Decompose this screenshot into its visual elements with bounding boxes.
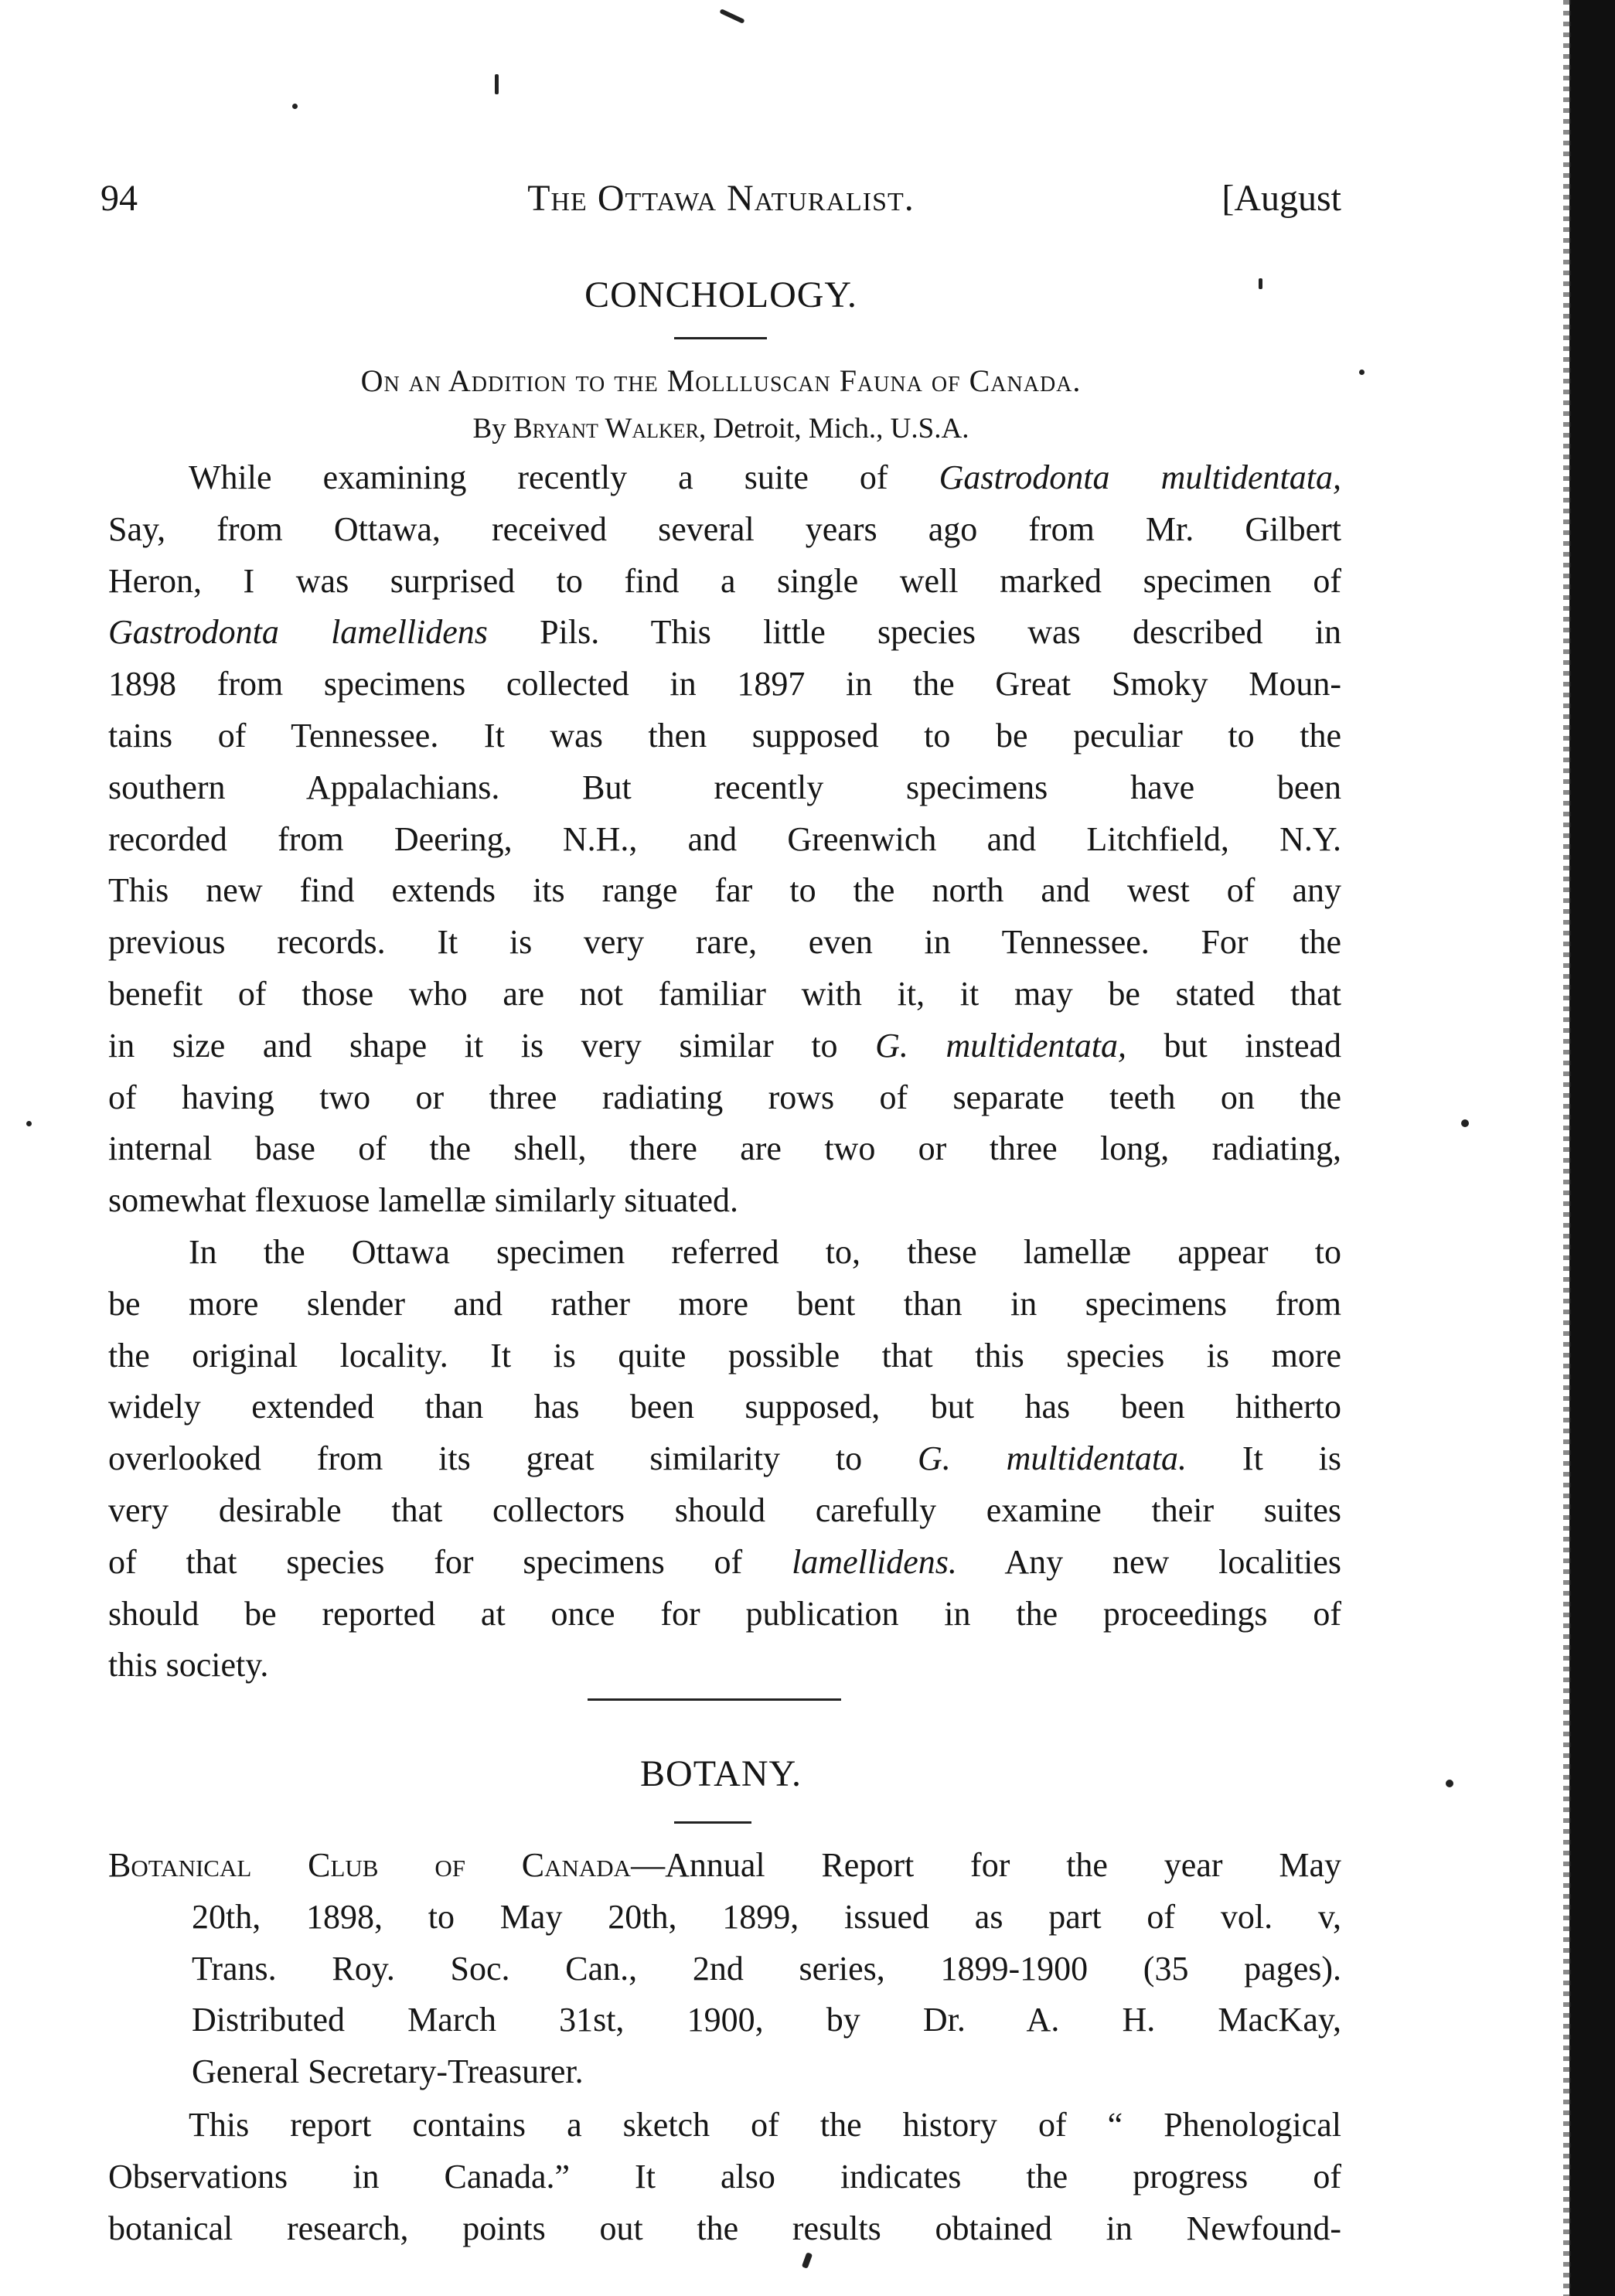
botany-paragraph bbox=[108, 2100, 1341, 2254]
text-line: Distributed March 31st, 1900, by Dr. A. H. MacKay, bbox=[192, 2001, 1341, 2039]
text-line: 1898 from specimens collected in 1897 in the Great Smoky Moun- bbox=[108, 665, 1341, 703]
text-line: General Secretary-Treasurer. bbox=[192, 2052, 584, 2091]
issue-month: [August bbox=[1221, 178, 1341, 219]
dust-speck bbox=[1359, 370, 1365, 375]
text-line: Gastrodonta lamellidens Pils. This little species was described in bbox=[108, 613, 1341, 652]
text-line: of having two or three radiating rows of separate teeth on the bbox=[108, 1078, 1341, 1116]
scan-edge-shadow bbox=[1569, 0, 1615, 2296]
heading-rule bbox=[674, 337, 767, 339]
text-line: botanical research, points out the results obtained in Newfound- bbox=[108, 2209, 1341, 2247]
text-line: recorded from Deering, N.H., and Greenwich and Litchfield, N.Y. bbox=[108, 819, 1341, 858]
page-number: 94 bbox=[101, 178, 138, 219]
dust-speck bbox=[1446, 1780, 1453, 1787]
text-line: benefit of those who are not familiar with it, it may be stated that bbox=[108, 974, 1341, 1013]
scan-edge-fray bbox=[1563, 0, 1571, 2296]
byline-author: Bryant Walker, bbox=[513, 413, 707, 445]
section-heading-conchology: CONCHOLOGY. bbox=[584, 274, 857, 315]
dust-speck bbox=[292, 104, 298, 109]
dust-speck bbox=[802, 2252, 813, 2269]
dust-speck bbox=[1461, 1119, 1469, 1127]
text-line: previous records. It is very rare, even in Tennessee. For the bbox=[108, 923, 1341, 962]
text-line: While examining recently a suite of Gastrodonta multidentata, bbox=[189, 458, 1341, 496]
article-title: On an Addition to the Mollluscan Fauna of Canada. bbox=[360, 363, 1082, 398]
text-line: In the Ottawa specimen referred to, these lamellæ appear to bbox=[189, 1232, 1341, 1271]
text-line: should be reported at once for publication in the proceedings of bbox=[108, 1594, 1341, 1633]
text-line: this society. bbox=[108, 1646, 269, 1685]
running-head bbox=[101, 172, 1341, 226]
dust-speck bbox=[26, 1121, 32, 1126]
conchology-paragraph-1 bbox=[108, 452, 1341, 1691]
text-line: very desirable that collectors should carefully examine their suites bbox=[108, 1490, 1341, 1529]
section-divider-rule bbox=[588, 1698, 841, 1701]
text-line: Observations in Canada.” It also indicates the progress of bbox=[108, 2157, 1341, 2196]
text-line: tains of Tennessee. It was then supposed to be peculiar to the bbox=[108, 716, 1341, 755]
article-byline bbox=[101, 407, 1341, 451]
text-line: 20th, 1898, to May 20th, 1899, issued as part of vol. v, bbox=[192, 1897, 1341, 1936]
text-line: Heron, I was surprised to find a single well marked specimen of bbox=[108, 561, 1341, 600]
byline-place: Detroit, Mich., U.S.A. bbox=[713, 413, 969, 445]
text-line: overlooked from its great similarity to G. multidentata. It is bbox=[108, 1439, 1341, 1478]
text-line: internal base of the shell, there are two or three long, radiating, bbox=[108, 1129, 1341, 1168]
text-line: Trans. Roy. Soc. Can., 2nd series, 1899-1900 (35 pages). bbox=[192, 1949, 1341, 1988]
text-line: Say, from Ottawa, received several years ago from Mr. Gilbert bbox=[108, 509, 1341, 548]
text-line: in size and shape it is very similar to G. multidentata, but instead bbox=[108, 1026, 1341, 1065]
text-line: This report contains a sketch of the history of “ Phenological bbox=[189, 2106, 1341, 2144]
text-line: be more slender and rather more bent than in specimens from bbox=[108, 1284, 1341, 1323]
dust-speck bbox=[495, 74, 499, 94]
text-line: This new find extends its range far to the north and west of any bbox=[108, 871, 1341, 910]
text-line: of that species for specimens of lamellidens. Any new localities bbox=[108, 1542, 1341, 1581]
text-line: somewhat flexuose lamellæ similarly situated. bbox=[108, 1181, 739, 1220]
entry-lead: Botanical Club of Canada bbox=[108, 1846, 632, 1884]
text-line: the original locality. It is quite possible that this species is more bbox=[108, 1336, 1341, 1375]
text-line: Botanical Club of Canada—Annual Report for the year May bbox=[108, 1846, 1341, 1884]
section-heading-botany: BOTANY. bbox=[640, 1753, 802, 1794]
journal-title: The Ottawa Naturalist. bbox=[527, 178, 915, 219]
text-line: widely extended than has been supposed, but has been hitherto bbox=[108, 1388, 1341, 1426]
heading-rule bbox=[674, 1821, 751, 1824]
dust-speck bbox=[719, 9, 744, 24]
byline-by: By bbox=[472, 413, 506, 445]
botany-entry bbox=[108, 1840, 1341, 2098]
text-line: southern Appalachians. But recently specimens have been bbox=[108, 768, 1341, 806]
